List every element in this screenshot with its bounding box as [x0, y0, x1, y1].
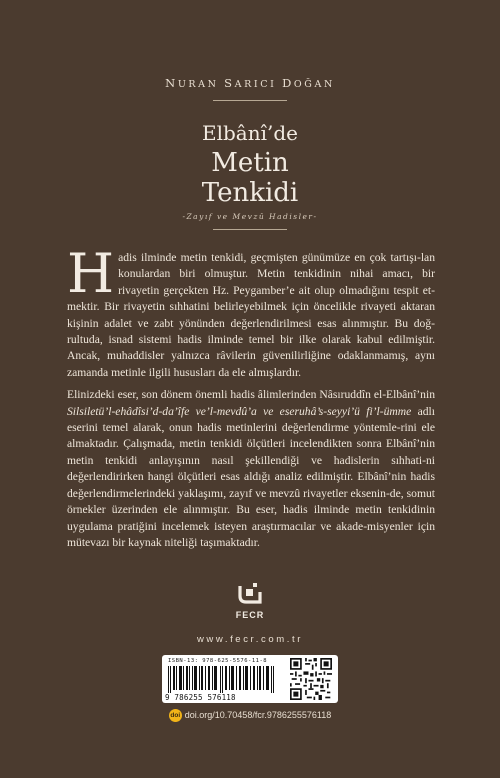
barcode-digits: 9 786255 576118: [165, 693, 236, 702]
drop-cap: H: [67, 242, 115, 305]
title-line-1: Elbânî’de: [202, 121, 298, 145]
barcode-bars: [168, 666, 276, 693]
doi-line[interactable]: [0, 709, 500, 722]
isbn-barcode: [162, 655, 338, 703]
blurb-text: [67, 242, 435, 551]
publisher-website[interactable]: www.fecr.com.tr: [196, 634, 304, 645]
subtitle: -Zayıf ve Mevzû Hadisler-: [182, 212, 318, 221]
fecr-logo-icon: [236, 583, 264, 609]
book-citation: Silsiletü’l-ehâdîsi’d-da’îfe ve’l-mevdû’a ve eseruhâ’s-seyyi’ü fi’l-ümme: [67, 404, 412, 418]
doi-badge-icon: doi: [169, 709, 182, 722]
title-line-2: Metin: [211, 148, 289, 178]
title-line-3: Tenkidi: [201, 178, 299, 208]
publisher-logo: [0, 583, 500, 620]
qr-code-icon: [289, 658, 333, 700]
blurb-paragraph-1: Hadis ilminde metin tenkidi, geçmişten günümüze en çok tartışı-lan konulardan biri olmuştur. Metin tenkidinin nihai amacı, bir rivayetin gerçekten Hz. Peygamber’e ait olup olmadığını tespit et-mektir. Bir rivayetin sıhhatini belirleyebilmek için öncelikle rivayeti aktaran kişinin adalet ve zabt yönünden değerlendirilmesi esas alınmıştır. Bu doğ-rultuda, isnad sistemi hadis ilminde temel bir ilke olarak kabul edilmiştir. Ancak, muhaddisler yalnızca râvilerin güvenilirliğine odaklanmamış, aynı zamanda metinle ilgili hususları da ele almışlardır.: [67, 242, 435, 379]
publisher-logo-text: FECR: [235, 610, 265, 620]
author-name: NURAN SARICI DOĞAN: [165, 76, 335, 90]
isbn-label: ISBN-13: 978-625-5576-11-8: [168, 658, 268, 664]
doi-link[interactable]: doi.org/10.70458/fcr.9786255576118: [184, 709, 332, 720]
divider-bottom: [213, 229, 287, 230]
blurb-paragraph-2: Elinizdeki eser, son dönem önemli hadis âlimlerinden Nâsıruddîn el-Elbânî’nin Silsiletü’l-ehâdîsi’d-da’îfe ve’l-mevdû’a ve eseruhâ’s-seyyi’ü fi’l-ümme adlı eserini temel alarak, onun hadis metinlerini değerlendirme yöntemle-rini ele almaktadır. Çalışmada, metin tenkidi ölçütleri incelendikten sonra Elbânî’nin metin tenkidi anlayışının nasıl şekillendiği ve hadislerin sıhhati-ni değerlendirirken hangi ölçütleri esas aldığı analiz edilmiştir. Elbânî’nin hadis değerlendirmelerindeki yaklaşımı, zayıf ve mevzû rivayetler eksenin-de, somut örnekler üzerinden ele alınmıştır. Bu eser, hadis ilminde metin tenkidinin uygulama pratiğini incelemek isteyen araştırmacılar ve akade-misyenler için mütevazı bir kaynak niteliği taşımaktadır.: [67, 388, 435, 549]
divider-top: [213, 100, 287, 101]
